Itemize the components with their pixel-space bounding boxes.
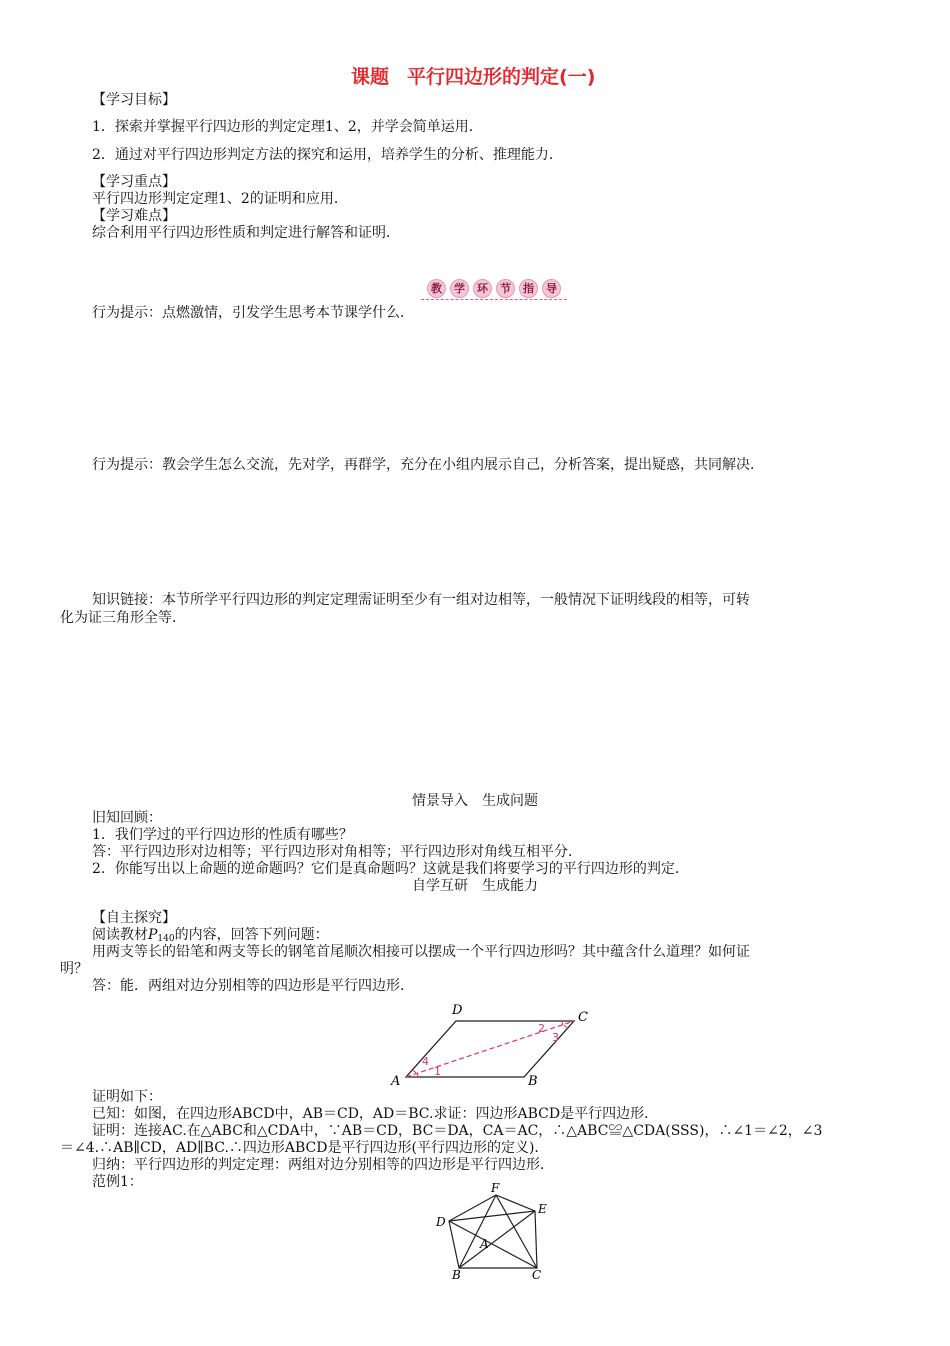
figure2-label-C: C	[532, 1268, 542, 1282]
review-answer-1: 答：平行四边形对边相等；平行四边形对角相等；平行四边形对角线互相平分．	[92, 844, 582, 860]
proof-line2: ＝∠4.∴AB∥CD，AD∥BC.∴四边形ABCD是平行四边形(平行四边形的定义)．	[60, 1140, 549, 1156]
figure2-label-F: F	[491, 1182, 500, 1195]
theorem-summary: 归纳：平行四边形的判定定理：两组对边分别相等的四边形是平行四边形．	[92, 1157, 554, 1173]
behavior-hint-1: 行为提示：点燃激情，引发学生思考本节课学什么．	[92, 305, 414, 321]
angle-label-1: 1	[434, 1065, 441, 1078]
figure2-lines	[449, 1195, 537, 1268]
intro-heading: 情景导入 生成问题	[412, 793, 538, 809]
proof-given: 已知：如图，在四边形ABCD中，AB＝CD，AD＝BC.求证：四边形ABCD是平行四边形．	[92, 1106, 659, 1122]
self-study-heading: 自学互研 生成能力	[412, 878, 538, 894]
teaching-guide-banner	[421, 277, 567, 301]
review-label: 旧知回顾：	[92, 810, 162, 826]
title-prefix: 课题	[351, 66, 390, 88]
banner-char: 教	[427, 279, 446, 298]
question-line1: 用两支等长的铅笔和两支等长的钢笔首尾顺次相接可以摆成一个平行四边形吗？其中蕴含什么道理？如何证	[92, 944, 750, 960]
explore-answer: 答：能．两组对边分别相等的四边形是平行四边形．	[92, 978, 414, 994]
proof-label: 证明如下：	[92, 1089, 162, 1105]
angle-label-3: 3	[552, 1031, 559, 1044]
banner-underline	[421, 299, 567, 300]
explore-heading: 【自主探究】	[92, 910, 176, 926]
banner-char: 环	[473, 279, 492, 298]
figure2-label-B: B	[452, 1268, 461, 1282]
example-figure	[430, 1182, 560, 1282]
review-question-2: 2．你能写出以上命题的逆命题吗？它们是真命题吗？这就是我们将要学习的平行四边形的判定．	[92, 861, 689, 877]
parallelogram-figure	[388, 993, 598, 1090]
vertex-label-D: D	[452, 1003, 463, 1018]
goal-item-2: 2．通过对平行四边形判定方法的探究和运用，培养学生的分析、推理能力．	[92, 147, 563, 163]
page-ref: P	[148, 927, 158, 943]
banner-char: 导	[542, 279, 561, 298]
goals-heading: 【学习目标】	[92, 92, 176, 108]
goal-item-1: 1．探索并掌握平行四边形的判定定理1、2，并学会简单运用．	[92, 119, 483, 135]
angle-arc-C2	[564, 1025, 568, 1028]
angle-label-2: 2	[538, 1022, 545, 1035]
focus-heading: 【学习重点】	[92, 174, 176, 190]
page-title	[351, 68, 595, 86]
vertex-label-A: A	[391, 1074, 401, 1089]
page-ref-number: 140	[157, 934, 175, 944]
review-question-1: 1．我们学过的平行四边形的性质有哪些？	[92, 827, 353, 843]
vertex-label-C: C	[578, 1010, 588, 1025]
proof-line1: 证明：连接AC.在△ABC和△CDA中，∵AB＝CD，BC＝DA，CA＝AC，∴△ABC≌△CDA(SSS)，∴∠1＝∠2，∠3	[92, 1123, 823, 1139]
behavior-hint-2: 行为提示：教会学生怎么交流，先对学，再群学，充分在小组内展示自己，分析答案，提出疑惑，共同解决．	[92, 457, 764, 473]
question-line2: 明？	[60, 961, 88, 977]
figure2-label-E: E	[538, 1202, 547, 1216]
read-pre: 阅读教材	[92, 927, 148, 943]
banner-char: 学	[450, 279, 469, 298]
angle-label-4: 4	[422, 1055, 429, 1068]
difficulty-text: 综合利用平行四边形性质和判定进行解答和证明．	[92, 225, 400, 241]
angle-arc-A2	[412, 1070, 416, 1073]
banner-char: 指	[519, 279, 538, 298]
example-label: 范例1：	[92, 1174, 143, 1190]
banner-char: 节	[496, 279, 515, 298]
knowledge-link-line1: 知识链接：本节所学平行四边形的判定定理需证明至少有一组对边相等，一般情况下证明线段的相等，可转	[92, 592, 750, 608]
figure2-label-A: A	[480, 1237, 489, 1251]
read-post: 的内容，回答下列问题：	[174, 927, 329, 943]
figure2-label-D: D	[436, 1215, 446, 1229]
focus-text: 平行四边形判定定理1、2的证明和应用．	[92, 191, 348, 207]
vertex-label-B: B	[528, 1074, 538, 1089]
knowledge-link-line2: 化为证三角形全等．	[60, 610, 186, 626]
title-main: 平行四边形的判定(一)	[407, 66, 596, 88]
difficulty-heading: 【学习难点】	[92, 208, 176, 224]
